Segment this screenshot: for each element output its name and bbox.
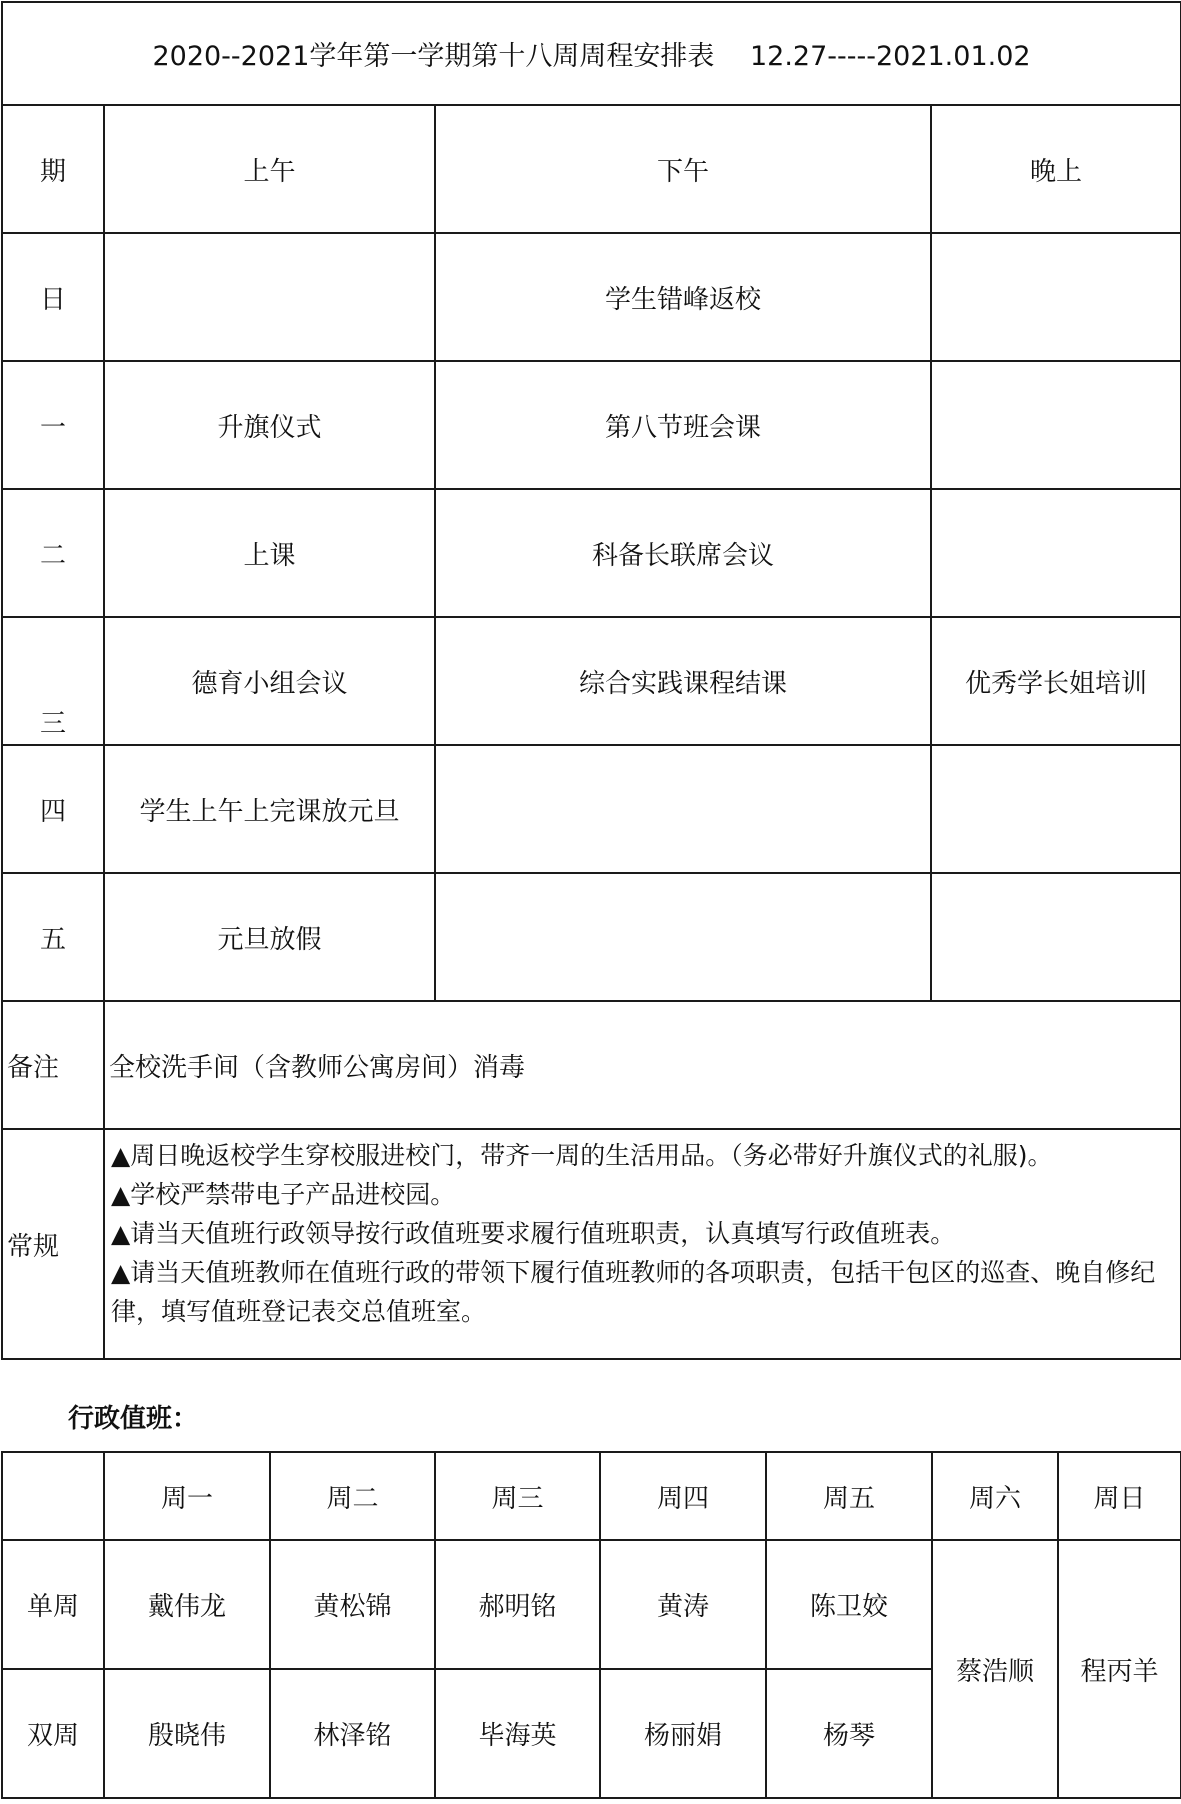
schedule-title: 2020--2021学年第一学期第十八周周程安排表 12.27-----2021.01.02 bbox=[2, 2, 1181, 105]
afternoon-cell: 综合实践课程结课 bbox=[435, 617, 931, 745]
duty-name-cell: 杨琴 bbox=[766, 1669, 932, 1798]
afternoon-cell: 第八节班会课 bbox=[435, 361, 931, 489]
header-evening: 晚上 bbox=[931, 105, 1181, 233]
header-period: 期 bbox=[2, 105, 104, 233]
day-cell: 四 bbox=[2, 745, 104, 873]
notes-row bbox=[2, 1001, 1181, 1129]
duty-name-cell: 林泽铭 bbox=[270, 1669, 435, 1798]
schedule-row-thursday bbox=[2, 745, 1181, 873]
duty-name-cell: 殷晓伟 bbox=[104, 1669, 270, 1798]
evening-cell bbox=[931, 233, 1181, 361]
evening-cell bbox=[931, 361, 1181, 489]
duty-name-cell: 黄涛 bbox=[600, 1540, 766, 1669]
duty-day-header: 周四 bbox=[600, 1452, 766, 1540]
morning-cell: 元旦放假 bbox=[104, 873, 435, 1001]
routine-line: ▲学校严禁带电子产品进校园。 bbox=[111, 1180, 456, 1209]
duty-name-cell: 戴伟龙 bbox=[104, 1540, 270, 1669]
schedule-row-wednesday bbox=[2, 617, 1181, 745]
evening-cell bbox=[931, 873, 1181, 1001]
duty-day-header: 周六 bbox=[932, 1452, 1058, 1540]
routine-line: ▲请当天值班教师在值班行政的带领下履行值班教师的各项职责，包括干包区的巡查、晚自修纪律，填写值班登记表交总值班室。 bbox=[111, 1258, 1156, 1326]
duty-day-header: 周二 bbox=[270, 1452, 435, 1540]
single-week-label: 单周 bbox=[2, 1540, 104, 1669]
double-week-label: 双周 bbox=[2, 1669, 104, 1798]
day-cell: 五 bbox=[2, 873, 104, 1001]
routine-text bbox=[104, 1129, 1181, 1359]
notes-label: 备注 bbox=[2, 1001, 104, 1129]
afternoon-cell: 科备长联席会议 bbox=[435, 489, 931, 617]
notes-text: 全校洗手间（含教师公寓房间）消毒 bbox=[104, 1001, 1181, 1129]
day-cell: 日 bbox=[2, 233, 104, 361]
single-week-row bbox=[2, 1540, 1181, 1669]
routine-line: ▲请当天值班行政领导按行政值班要求履行值班职责，认真填写行政值班表。 bbox=[111, 1219, 956, 1248]
header-morning: 上午 bbox=[104, 105, 435, 233]
schedule-header-row bbox=[2, 105, 1181, 233]
header-afternoon: 下午 bbox=[435, 105, 931, 233]
duty-corner-cell bbox=[2, 1452, 104, 1540]
duty-day-header: 周日 bbox=[1058, 1452, 1181, 1540]
duty-day-header: 周三 bbox=[435, 1452, 600, 1540]
afternoon-cell bbox=[435, 745, 931, 873]
morning-cell: 学生上午上完课放元旦 bbox=[104, 745, 435, 873]
afternoon-cell bbox=[435, 873, 931, 1001]
routine-label: 常规 bbox=[2, 1129, 104, 1359]
day-cell: 二 bbox=[2, 489, 104, 617]
morning-cell: 德育小组会议 bbox=[104, 617, 435, 745]
weekly-schedule-table bbox=[1, 1, 1181, 1360]
routine-line: ▲周日晚返校学生穿校服进校门，带齐一周的生活用品。（务必带好升旗仪式的礼服)。 bbox=[111, 1141, 1053, 1170]
duty-name-cell: 杨丽娟 bbox=[600, 1669, 766, 1798]
schedule-row-tuesday bbox=[2, 489, 1181, 617]
saturday-duty-cell: 蔡浩顺 bbox=[932, 1540, 1058, 1798]
duty-name-cell: 黄松锦 bbox=[270, 1540, 435, 1669]
duty-name-cell: 陈卫姣 bbox=[766, 1540, 932, 1669]
morning-cell: 升旗仪式 bbox=[104, 361, 435, 489]
duty-table bbox=[1, 1451, 1181, 1799]
day-cell: 三 bbox=[2, 617, 104, 745]
duty-name-cell: 郝明铭 bbox=[435, 1540, 600, 1669]
duty-day-header: 周五 bbox=[766, 1452, 932, 1540]
morning-cell bbox=[104, 233, 435, 361]
afternoon-cell: 学生错峰返校 bbox=[435, 233, 931, 361]
evening-cell: 优秀学长姐培训 bbox=[931, 617, 1181, 745]
duty-heading: 行政值班： bbox=[68, 1404, 199, 1434]
schedule-row-sunday bbox=[2, 233, 1181, 361]
duty-day-header: 周一 bbox=[104, 1452, 270, 1540]
schedule-row-friday bbox=[2, 873, 1181, 1001]
sunday-duty-cell: 程丙羊 bbox=[1058, 1540, 1181, 1798]
evening-cell bbox=[931, 489, 1181, 617]
day-cell: 一 bbox=[2, 361, 104, 489]
evening-cell bbox=[931, 745, 1181, 873]
duty-name-cell: 毕海英 bbox=[435, 1669, 600, 1798]
duty-header-row bbox=[2, 1452, 1181, 1540]
morning-cell: 上课 bbox=[104, 489, 435, 617]
routine-row bbox=[2, 1129, 1181, 1359]
schedule-row-monday bbox=[2, 361, 1181, 489]
